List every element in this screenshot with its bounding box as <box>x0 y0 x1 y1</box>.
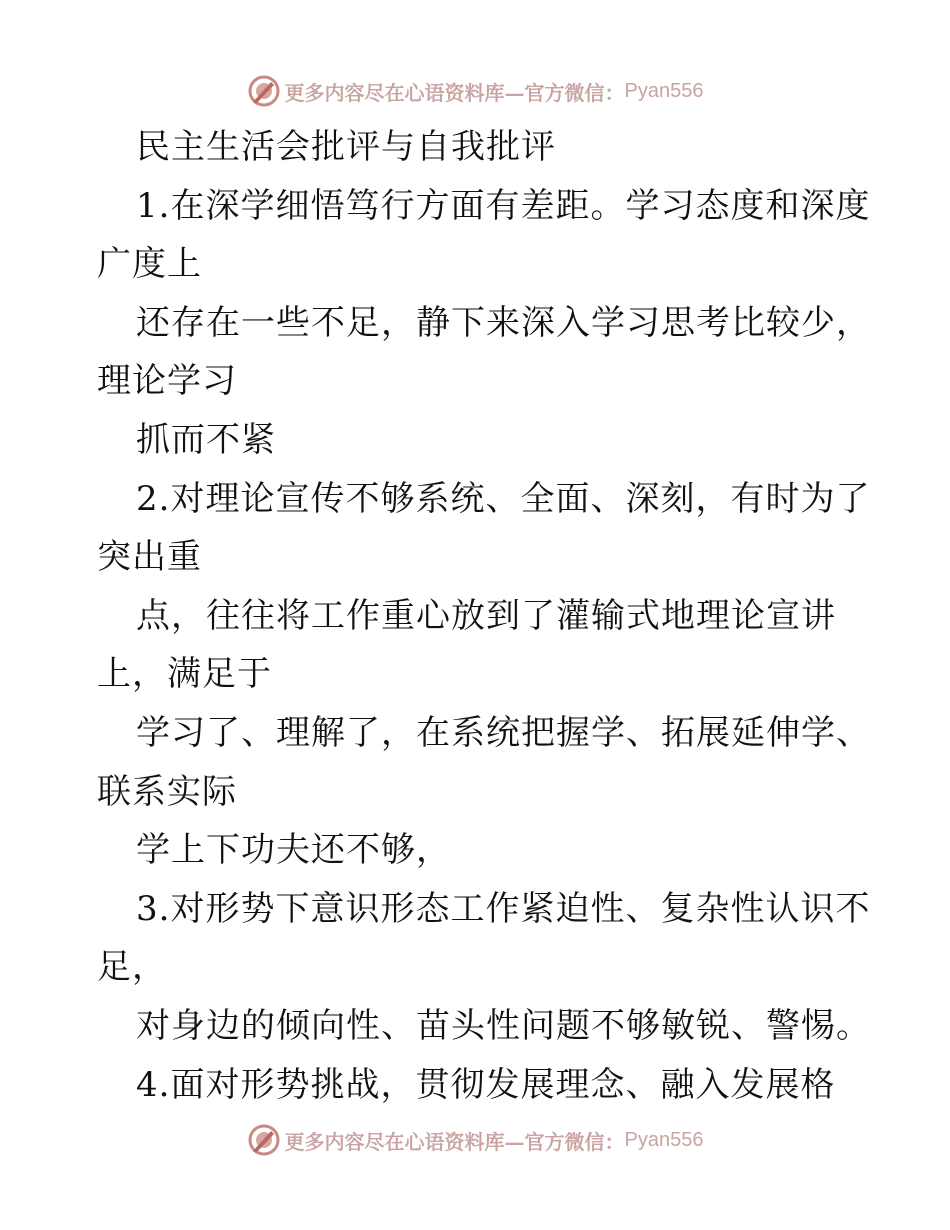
footer-watermark <box>0 1120 950 1160</box>
watermark-wechat-id: Pyan556 <box>624 1128 704 1151</box>
doc-line: 4.面对形势挑战，贯彻发展理念、融入发展格 <box>136 1064 836 1105</box>
doc-line: 学习了、理解了，在系统把握学、拓展延伸学、 <box>136 712 871 753</box>
doc-line: 学上下功夫还不够， <box>136 830 451 871</box>
doc-line: 上，满足于 <box>97 654 272 695</box>
doc-line: 对身边的倾向性、苗头性问题不够敏锐、警惕。 <box>136 1005 871 1046</box>
doc-line: 1.在深学细悟笃行方面有差距。学习态度和深度 <box>136 185 871 226</box>
document-body <box>97 118 871 1114</box>
doc-line: 联系实际 <box>97 771 237 812</box>
pen-circle-logo-icon <box>247 74 281 108</box>
doc-line: 点，往往将工作重心放到了灌输式地理论宣讲 <box>136 595 836 636</box>
doc-line: 理论学习 <box>97 361 237 402</box>
doc-line: 广度上 <box>97 244 202 285</box>
doc-line: 突出重 <box>97 537 202 578</box>
doc-line: 还存在一些不足，静下来深入学习思考比较少， <box>136 302 871 343</box>
watermark-text: 更多内容尽在心语资料库—官方微信： <box>284 1129 625 1154</box>
doc-line: 2.对理论宣传不够系统、全面、深刻，有时为了 <box>136 478 871 519</box>
header-watermark <box>0 71 950 111</box>
doc-line: 足， <box>97 947 167 988</box>
doc-title: 民主生活会批评与自我批评 <box>136 127 556 167</box>
doc-line: 3.对形势下意识形态工作紧迫性、复杂性认识不 <box>136 888 871 929</box>
pen-circle-logo-icon <box>247 1123 281 1157</box>
watermark-wechat-id: Pyan556 <box>624 79 704 102</box>
watermark-text: 更多内容尽在心语资料库—官方微信： <box>284 80 625 105</box>
doc-line: 抓而不紧 <box>136 419 276 460</box>
